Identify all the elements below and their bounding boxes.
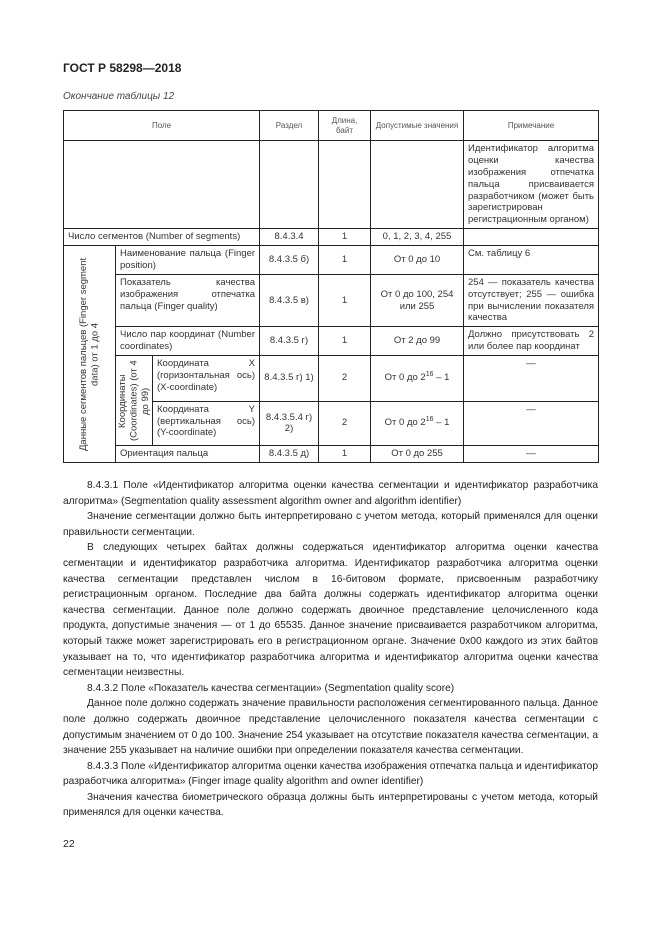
coords-label: Координаты (Coordinates) (от 4 до 99): [117, 360, 151, 441]
cell-section: 8.4.3.5 б): [260, 246, 319, 275]
cell-field: Координата Y (вертикальная ось) (Y-coordinate): [153, 401, 260, 446]
cell-field: Ориентация пальца: [116, 446, 260, 463]
cell-values: От 2 до 99: [371, 327, 464, 356]
cell-section: 8.4.3.4: [260, 229, 319, 246]
paragraph: Значения качества биометрического образца должны быть интерпретированы с учетом метода, который применялся для оценки качества.: [63, 791, 598, 819]
table-row: [64, 356, 599, 402]
cell-note: Должно присутствовать 2 или более пар координат: [464, 327, 599, 356]
cell-length: 1: [319, 327, 371, 356]
cell-length: 2: [319, 401, 371, 446]
value-exponent: 16: [425, 416, 434, 424]
paragraph: В следующих четырех байтах должны содержаться идентификатор алгоритма оценки качества сегментации и идентификатор разработчика алгоритма. Идентификатор разработчика алгоритма оценки качества сегментации представлен числом в 16-битовом формате, присвоенным разработчику регистрационным органом. Последние два байта должны содержать идентификатор алгоритма оценки качества сегментации. Данное поле должно содержать двоичное представление целочисленного кода продукта, допустимые значения — от 1 до 65535. Данное значение присваивается разработчиком алгоритма, который также может зарегистрировать его в регистрационном органе. Значение 0x00 каждого из этих байтов указывает на то, что идентификатор разработчика алгоритма и идентификатор алгоритма оценки качества сегментации неизвестны.: [63, 542, 598, 679]
paragraph: 8.4.3.2 Поле «Показатель качества сегментации» (Segmentation quality score): [87, 682, 455, 694]
cell-note: См. таблицу 6: [464, 246, 599, 275]
table-row: [64, 274, 599, 327]
cell-length: 2: [319, 356, 371, 402]
value-tail: – 1: [433, 372, 450, 384]
cell-note: 254 — показатель качества отсутствует; 255 — ошибка при вычислении показателя качества: [464, 274, 599, 327]
value-tail: – 1: [433, 417, 450, 429]
cell-length: 1: [319, 446, 371, 463]
paragraph: Данное поле должно содержать значение правильности расположения сегментированного пальца. Данное поле должно содержать двоичное представление целочисленного показателя качества сегментации с допустимым значением от 0 до 100. Значение 254 указывает на отсутствие показателя качества сегментации, а значение 255 указывает на наличие ошибки при определении показателя качества сегментации.: [63, 698, 598, 757]
header-field: Поле: [64, 111, 260, 141]
cell-length: 1: [319, 229, 371, 246]
table-row: [64, 446, 599, 463]
value-exponent: 16: [425, 371, 434, 379]
cell-field: Координата X (горизонтальная ось) (X-coordinate): [153, 356, 260, 402]
cell-section: 8.4.3.5.4 г) 2): [260, 401, 319, 446]
cell-field: Показатель качества изображения отпечатка пальца (Finger quality): [116, 274, 260, 327]
cell-note: [464, 229, 599, 246]
cell-values: От 0 до 255: [371, 446, 464, 463]
cell-note: —: [464, 446, 599, 463]
cell-values: От 0 до 10: [371, 246, 464, 275]
cell-field: Наименование пальца (Finger position): [116, 246, 260, 275]
table-12: [63, 110, 599, 463]
cell-length: 1: [319, 274, 371, 327]
value-base: От 0 до 2: [384, 372, 426, 384]
table-caption: Окончание таблицы 12: [63, 91, 175, 102]
page-number: 22: [63, 838, 75, 851]
group-label-cell: [64, 246, 116, 463]
coords-label-cell: [116, 356, 153, 446]
document-header: ГОСТ Р 58298—2018: [63, 61, 182, 75]
table-row: [64, 327, 599, 356]
header-values: Допустимые значения: [371, 111, 464, 141]
cell-section: 8.4.3.5 г) 1): [260, 356, 319, 402]
table-header-row: [64, 111, 599, 141]
header-section: Раздел: [260, 111, 319, 141]
cell-field: Число сегментов (Number of segments): [64, 229, 260, 246]
cell-note: —: [464, 356, 599, 402]
value-base: От 0 до 2: [384, 417, 426, 429]
cell-values: [371, 356, 464, 402]
cell-field: Число пар координат (Number coordinates): [116, 327, 260, 356]
body-text: [63, 478, 598, 821]
cell-values: [371, 401, 464, 446]
table-row: [64, 229, 599, 246]
cell-section: 8.4.3.5 г): [260, 327, 319, 356]
paragraph: 8.4.3.3 Поле «Идентификатор алгоритма оценки качества изображения отпечатка пальца и идентификатор разработчика алгоритма» (Finger image quality algorithm and owner identifier): [63, 760, 598, 788]
header-length: Длина, байт: [319, 111, 371, 141]
group-label: Данные сегментов пальцев (Finger segment data) от 1 до 4: [78, 257, 101, 451]
table-row: [64, 141, 599, 229]
cell-note: Идентификатор алгоритма оценки качества изображения отпечатка пальца присваивается разработчиком (может быть зарегистрирован регистрационным органом): [464, 141, 599, 229]
cell-values: От 0 до 100, 254 или 255: [371, 274, 464, 327]
cell-values: 0, 1, 2, 3, 4, 255: [371, 229, 464, 246]
cell-length: 1: [319, 246, 371, 275]
header-note: Примечание: [464, 111, 599, 141]
cell-section: 8.4.3.5 д): [260, 446, 319, 463]
paragraph: 8.4.3.1 Поле «Идентификатор алгоритма оценки качества сегментации и идентификатор разработчика алгоритма» (Segmentation quality assessment algorithm owner and algorithm identifier): [63, 480, 598, 507]
cell-note: —: [464, 401, 599, 446]
table-row: [64, 246, 599, 275]
cell-section: 8.4.3.5 в): [260, 274, 319, 327]
paragraph: Значение сегментации должно быть интерпретировано с учетом метода, который применялся для оценки правильности сегментации.: [63, 511, 598, 538]
